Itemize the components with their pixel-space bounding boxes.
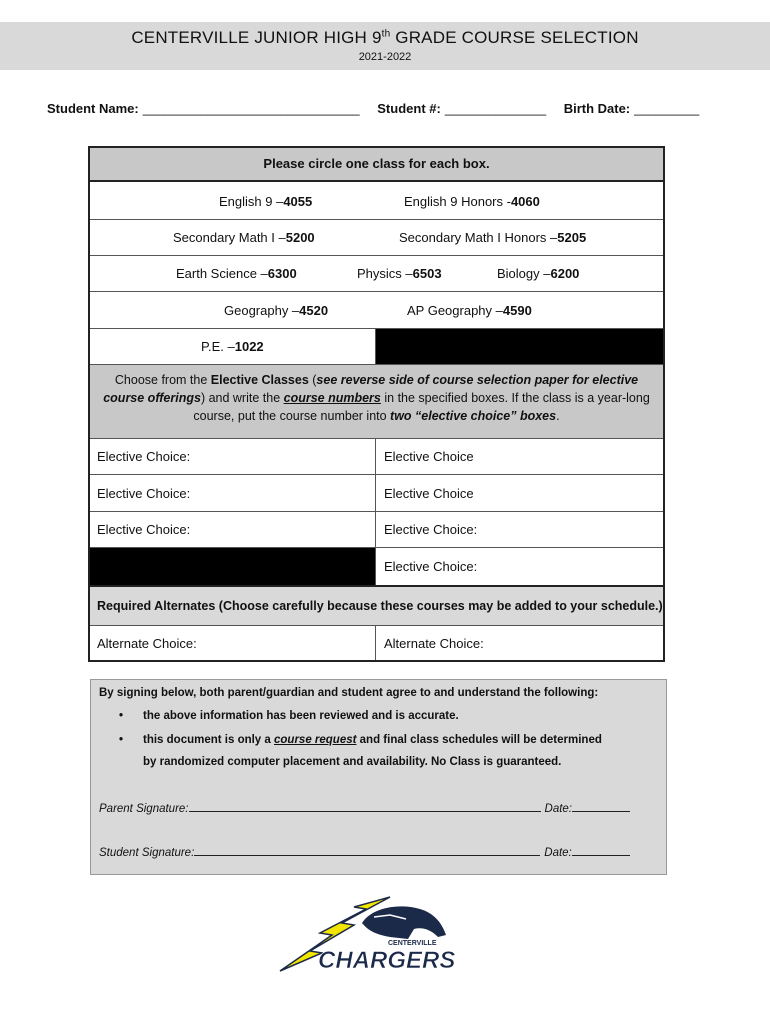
parent-signature-field[interactable]: [189, 800, 541, 812]
parent-date-label: Date:: [544, 803, 573, 815]
course-row-math: [90, 220, 663, 256]
cell-divider: [375, 475, 376, 511]
course-option-secondary-math-1[interactable]: Secondary Math I – 5200: [173, 230, 315, 245]
course-option-secondary-math-1-honors[interactable]: Secondary Math I Honors – 5205: [399, 230, 587, 245]
course-row-english: [90, 184, 663, 220]
student-signature-field[interactable]: [194, 844, 540, 856]
student-number-field[interactable]: ______________: [444, 101, 547, 116]
logo-main-text: CHARGERS: [318, 947, 456, 974]
course-option-pe[interactable]: P.E. – 1022: [201, 339, 264, 354]
cell-divider: [375, 439, 376, 474]
alternate-choice-field[interactable]: Alternate Choice:: [97, 635, 197, 651]
elective-choice-field[interactable]: Elective Choice:: [97, 522, 191, 537]
elective-choice-field[interactable]: Elective Choice:: [384, 559, 478, 574]
student-date-label: Date:: [544, 847, 572, 859]
course-row-pe: [90, 329, 663, 365]
logo-top-text: CENTERVILLE: [388, 940, 437, 947]
course-option-english-9-honors[interactable]: English 9 Honors - 4060: [404, 194, 540, 209]
cell-divider: [375, 548, 376, 585]
parent-date-field[interactable]: [572, 800, 630, 812]
student-number-label: Student #:: [377, 101, 441, 116]
blocked-cell: [376, 329, 663, 364]
student-date-field[interactable]: [572, 844, 630, 856]
birth-date-field[interactable]: _________: [634, 101, 700, 116]
course-option-physics[interactable]: Physics – 6503: [357, 266, 442, 281]
course-row-geography: [90, 292, 663, 329]
elective-choice-field[interactable]: Elective Choice:: [384, 522, 478, 537]
elective-row: [90, 548, 663, 585]
elective-choice-field[interactable]: Elective Choice:: [97, 485, 191, 501]
student-name-label: Student Name:: [47, 101, 139, 116]
cell-divider: [375, 512, 376, 547]
student-name-field[interactable]: ______________________________: [142, 101, 360, 116]
elective-row: [90, 475, 663, 512]
elective-instructions: Choose from the Elective Classes (see reverse side of course selection paper for elective course offerings) and write the course numbers in the specified boxes. If the class is a year-long course, put the course number into two “elective choice” boxes.: [90, 365, 663, 439]
alternates-heading: Required Alternates (Choose carefully because these courses may be added to your schedule.): [90, 585, 663, 626]
course-row-science: [90, 256, 663, 292]
horse-head-icon: [362, 906, 446, 939]
birth-date-label: Birth Date:: [563, 101, 631, 116]
alternate-choice-field[interactable]: Alternate Choice:: [384, 635, 484, 651]
student-signature-line: [99, 844, 630, 859]
agreement-intro: By signing below, both parent/guardian and student agree to and understand the following:: [99, 687, 599, 699]
parent-signature-label: Parent Signature:: [99, 803, 189, 815]
elective-choice-field[interactable]: Elective Choice:: [97, 449, 191, 464]
alternate-row: [90, 626, 663, 660]
bullet-icon: •: [119, 710, 124, 722]
elective-choice-field[interactable]: Elective Choice: [384, 485, 474, 501]
elective-choice-field[interactable]: Elective Choice: [384, 449, 474, 464]
parent-signature-line: [99, 800, 630, 815]
header-band: [0, 22, 770, 70]
school-year: 2021-2022: [358, 51, 412, 63]
course-option-geography[interactable]: Geography – 4520: [224, 302, 329, 318]
student-signature-label: Student Signature:: [99, 847, 195, 859]
student-info-line: [47, 101, 707, 116]
page-title: CENTERVILLE JUNIOR HIGH 9th GRADE COURSE SELECTION: [131, 28, 639, 47]
course-option-biology[interactable]: Biology – 6200: [497, 266, 580, 281]
course-option-ap-geography[interactable]: AP Geography – 4590: [407, 302, 532, 318]
course-instruction: Please circle one class for each box.: [90, 148, 663, 182]
signature-section: By signing below, both parent/guardian and student agree to and understand the following: • the above information has been reviewed and is accurate. • this document is only a course request and final class schedules will be determined by randomized computer placement and availability. No Class is guaranteed. Parent Signature: Date: Student Signature: Date:: [90, 679, 667, 875]
bullet-icon: •: [119, 734, 124, 746]
elective-row: [90, 512, 663, 548]
chargers-logo: [270, 893, 460, 975]
course-option-english-9[interactable]: English 9 – 4055: [219, 194, 313, 209]
course-selection-table: [88, 146, 665, 662]
blocked-cell: [90, 548, 375, 585]
course-option-earth-science[interactable]: Earth Science – 6300: [176, 266, 297, 281]
elective-row: [90, 439, 663, 475]
cell-divider: [375, 626, 376, 660]
